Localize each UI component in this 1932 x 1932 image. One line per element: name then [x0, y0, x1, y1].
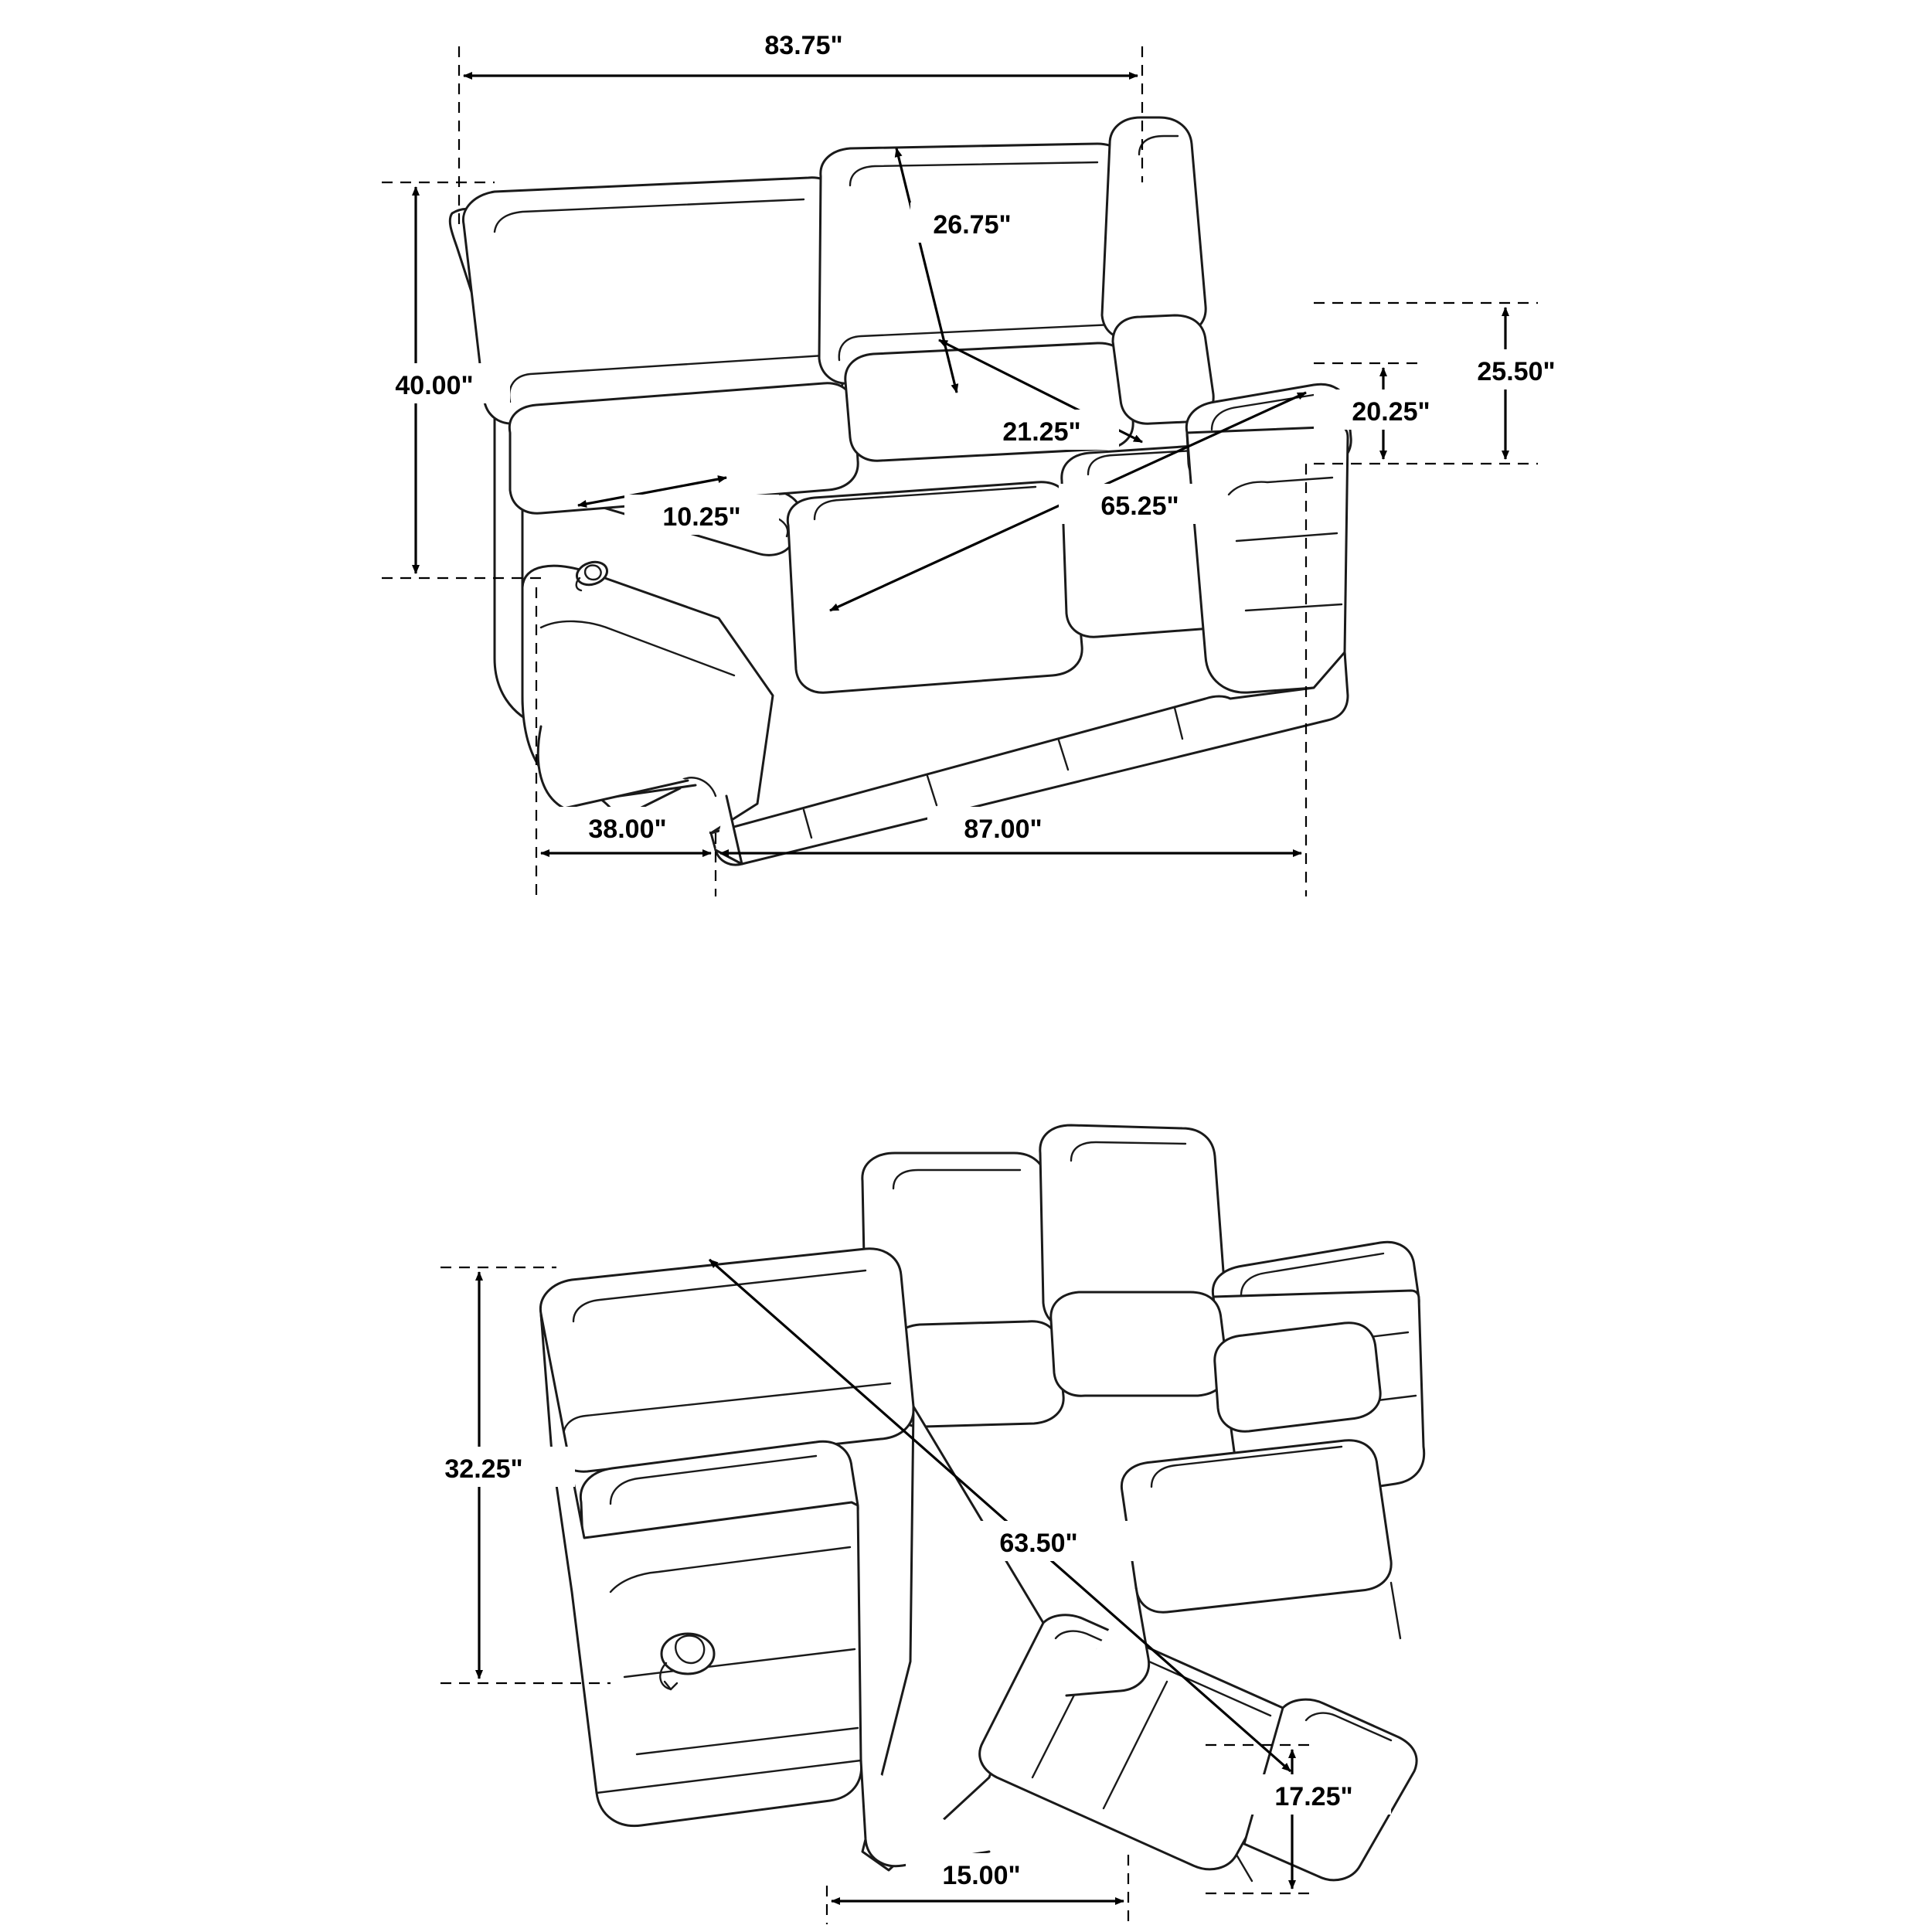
dim-reclined-depth: 63.50" — [999, 1529, 1078, 1558]
dim-overall-width: 83.75" — [764, 31, 843, 60]
dim-footrest-extension: 15.00" — [942, 1861, 1021, 1890]
dim-arm-height: 25.50" — [1477, 357, 1556, 386]
dim-overall-depth-front: 38.00" — [588, 815, 667, 844]
dim-overall-height: 40.00" — [395, 371, 474, 400]
dim-seat-width: 65.25" — [1100, 492, 1179, 521]
dim-arm-width: 10.25" — [662, 502, 741, 532]
dim-seat-height: 20.25" — [1352, 397, 1430, 427]
dim-footrest-height: 17.25" — [1274, 1782, 1353, 1811]
dim-reclined-height: 32.25" — [444, 1454, 523, 1484]
dim-back-cushion-height: 26.75" — [933, 210, 1012, 240]
dim-seat-depth: 21.25" — [1002, 417, 1081, 447]
dim-overall-depth: 87.00" — [964, 815, 1043, 844]
